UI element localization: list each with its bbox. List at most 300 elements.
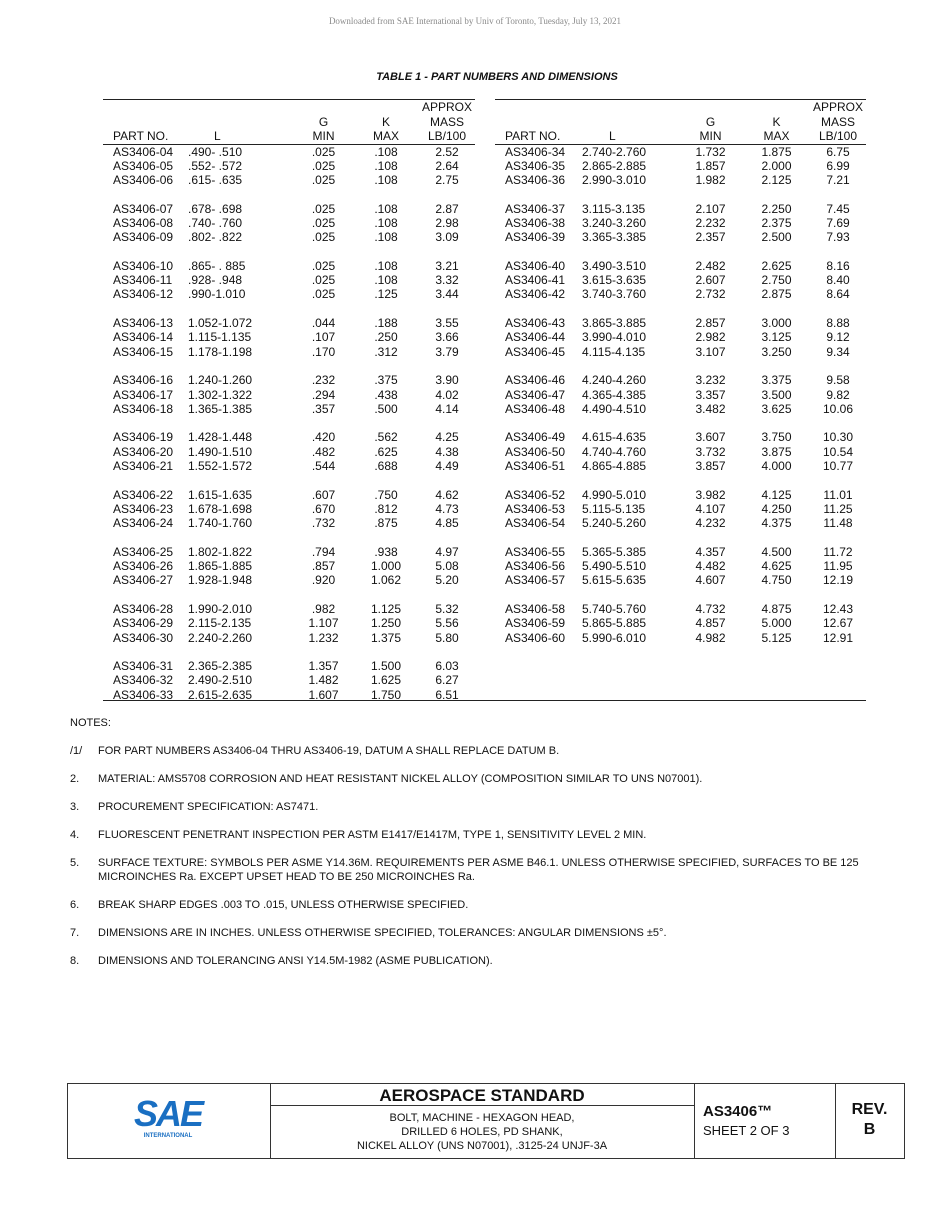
k-max-cell: 1.500	[370, 659, 402, 674]
table-row	[103, 516, 475, 530]
mass-cell: 8.88	[826, 316, 850, 331]
k-max-cell: .250	[374, 330, 398, 345]
k-max-cell: 1.875	[761, 144, 792, 159]
note-text: DIMENSIONS AND TOLERANCING ANSI Y14.5M-1982 (ASME PUBLICATION).	[98, 955, 493, 967]
revision-label: REV.	[851, 1101, 888, 1118]
part-number-cell: AS3406-07	[113, 201, 174, 216]
length-cell: 2.615-2.635	[188, 687, 253, 702]
g-min-cell: 3.607	[695, 430, 726, 445]
k-max-cell: .688	[374, 459, 398, 474]
k-max-cell: .562	[374, 430, 398, 445]
group-spacer	[495, 531, 866, 545]
table-row	[495, 502, 866, 516]
k-max-cell: 5.125	[761, 630, 792, 645]
length-cell: 1.552-1.572	[188, 459, 253, 474]
k-max-cell: 3.250	[761, 344, 792, 359]
length-cell: 2.990-3.010	[582, 173, 647, 188]
g-min-cell: 4.232	[695, 516, 726, 531]
part-number-cell: AS3406-35	[505, 158, 566, 173]
header-g: G	[318, 114, 329, 129]
group-spacer	[103, 416, 475, 430]
group-spacer	[495, 473, 866, 487]
length-cell: 4.240-4.260	[582, 373, 647, 388]
note-item	[70, 800, 870, 814]
length-cell: 4.365-4.385	[582, 387, 647, 402]
note-text: FOR PART NUMBERS AS3406-04 THRU AS3406-19, DATUM A SHALL REPLACE DATUM B.	[98, 745, 560, 757]
table-row	[495, 273, 866, 287]
length-cell: 1.865-1.885	[188, 559, 253, 574]
mass-cell: 3.66	[435, 330, 459, 345]
g-min-cell: .025	[311, 287, 336, 302]
k-max-cell: 3.750	[761, 430, 792, 445]
length-cell: 3.615-3.635	[582, 273, 647, 288]
g-min-cell: .025	[311, 273, 336, 288]
mass-cell: 9.58	[826, 373, 850, 388]
g-min-cell: .232	[311, 373, 336, 388]
g-min-cell: .025	[311, 173, 336, 188]
g-min-cell: 2.982	[695, 330, 726, 345]
part-number-cell: AS3406-29	[113, 616, 174, 631]
g-min-cell: 3.732	[695, 444, 726, 459]
mass-cell: 6.51	[435, 687, 459, 702]
k-max-cell: 4.000	[761, 459, 792, 474]
g-min-cell: 1.232	[308, 630, 339, 645]
notes-heading: NOTES:	[70, 717, 111, 729]
table-row	[495, 559, 866, 573]
note-item	[70, 926, 870, 940]
length-cell: 4.615-4.635	[582, 430, 647, 445]
part-number-cell: AS3406-46	[505, 373, 566, 388]
note-number: 4.	[70, 829, 80, 841]
note-item	[70, 898, 870, 912]
mass-cell: 12.91	[822, 630, 854, 645]
mass-cell: 6.99	[826, 158, 850, 173]
mass-cell: 4.97	[435, 544, 459, 559]
k-max-cell: 1.000	[370, 559, 402, 574]
part-number-cell: AS3406-55	[505, 544, 566, 559]
g-min-cell: .025	[311, 144, 336, 159]
part-number-cell: AS3406-06	[113, 173, 174, 188]
header-l: L	[188, 129, 294, 144]
header-g: G	[705, 114, 716, 129]
length-cell: 3.990-4.010	[582, 330, 647, 345]
part-number-cell: AS3406-08	[113, 215, 174, 230]
k-max-cell: 1.250	[370, 616, 402, 631]
mass-cell: 4.38	[435, 444, 459, 459]
table-row	[495, 316, 866, 330]
part-number-cell: AS3406-14	[113, 330, 174, 345]
length-cell: 2.365-2.385	[188, 659, 253, 674]
notes-list	[70, 744, 870, 968]
part-number-cell: AS3406-34	[505, 144, 566, 159]
k-max-cell: 4.500	[761, 544, 792, 559]
header-k: K	[772, 114, 781, 129]
part-number-cell: AS3406-30	[113, 630, 174, 645]
parts-table-right-body	[495, 144, 866, 645]
length-cell: 3.865-3.885	[582, 316, 647, 331]
part-number-cell: AS3406-19	[113, 430, 174, 445]
length-cell: 4.865-4.885	[582, 459, 647, 474]
g-min-cell: 2.607	[695, 273, 726, 288]
g-min-cell: .607	[311, 487, 336, 502]
table-row	[495, 144, 866, 159]
g-min-cell: 4.482	[695, 559, 726, 574]
g-min-cell: 3.857	[695, 459, 726, 474]
header-approx: APPROX	[421, 100, 472, 114]
table-row	[495, 345, 866, 359]
table-bottom-rule	[103, 700, 866, 701]
mass-cell: 7.45	[826, 201, 850, 216]
header-lb100: LB/100	[419, 129, 475, 144]
table-row	[103, 488, 475, 502]
length-cell: 5.115-5.135	[582, 501, 646, 516]
k-max-cell: 2.500	[761, 230, 792, 245]
g-min-cell: .857	[311, 559, 336, 574]
group-spacer	[495, 302, 866, 316]
part-number-cell: AS3406-23	[113, 501, 174, 516]
header-approx: APPROX	[812, 100, 863, 114]
mass-cell: 11.25	[823, 501, 853, 516]
k-max-cell: 2.625	[761, 258, 792, 273]
k-max-cell: 3.000	[761, 316, 792, 331]
table-row	[103, 273, 475, 287]
table-row	[103, 216, 475, 230]
part-number-cell: AS3406-57	[505, 573, 566, 588]
document-number: AS3406™	[703, 1103, 773, 1120]
k-max-cell: 2.250	[761, 201, 792, 216]
note-text: PROCUREMENT SPECIFICATION: AS7471.	[98, 801, 319, 813]
table-row	[495, 573, 866, 587]
table-row	[103, 287, 475, 301]
note-item	[70, 744, 870, 758]
g-min-cell: .294	[311, 387, 336, 402]
part-number-cell: AS3406-05	[113, 158, 174, 173]
length-cell: .928- .948	[188, 273, 243, 288]
k-max-cell: .108	[374, 258, 398, 273]
table-row	[495, 545, 866, 559]
g-min-cell: 2.857	[695, 316, 726, 331]
description-line: BOLT, MACHINE - HEXAGON HEAD,	[389, 1112, 575, 1124]
mass-cell: 9.12	[826, 330, 850, 345]
note-item	[70, 772, 870, 786]
part-number-cell: AS3406-45	[505, 344, 566, 359]
table-row	[495, 616, 866, 630]
mass-cell: 5.32	[435, 602, 459, 616]
k-max-cell: 1.062	[370, 573, 402, 588]
mass-cell: 11.95	[823, 559, 853, 574]
length-cell: 2.490-2.510	[188, 673, 253, 688]
table-row	[103, 602, 475, 616]
k-max-cell: .108	[374, 158, 398, 173]
part-number-cell: AS3406-47	[505, 387, 566, 402]
length-cell: 1.302-1.322	[188, 387, 253, 402]
header-mass: MASS	[820, 114, 855, 129]
part-number-cell: AS3406-15	[113, 344, 174, 359]
table-row	[495, 388, 866, 402]
k-max-cell: .312	[374, 344, 398, 359]
table-row	[495, 631, 866, 645]
table-row	[103, 230, 475, 244]
note-number: 6.	[70, 899, 80, 911]
part-number-cell: AS3406-50	[505, 444, 566, 459]
length-cell: 2.740-2.760	[582, 144, 647, 159]
mass-cell: 4.49	[435, 459, 459, 474]
table-row	[103, 373, 475, 387]
table-title: TABLE 1 - PART NUMBERS AND DIMENSIONS	[376, 71, 618, 83]
length-cell: .740- .760	[188, 215, 243, 230]
k-max-cell: .108	[374, 273, 398, 288]
k-max-cell: .108	[374, 201, 398, 216]
g-min-cell: .357	[311, 401, 336, 416]
part-number-cell: AS3406-39	[505, 230, 566, 245]
mass-cell: 11.01	[823, 487, 853, 502]
mass-cell: 4.14	[435, 401, 459, 416]
table-row	[103, 573, 475, 587]
note-text: FLUORESCENT PENETRANT INSPECTION PER ASTM E1417/E1417M, TYPE 1, SENSITIVITY LEVEL 2 MIN.	[98, 829, 647, 841]
table-row	[495, 430, 866, 444]
k-max-cell: .625	[374, 444, 398, 459]
g-min-cell: 2.732	[695, 287, 726, 302]
part-number-cell: AS3406-41	[505, 273, 566, 288]
group-spacer	[495, 588, 866, 602]
mass-cell: 2.64	[435, 158, 459, 173]
k-max-cell: 2.375	[761, 215, 792, 230]
table-row	[103, 345, 475, 359]
part-number-cell: AS3406-20	[113, 444, 174, 459]
parts-table-right	[495, 100, 866, 645]
note-item	[70, 856, 870, 884]
length-cell: 4.740-4.760	[582, 444, 647, 459]
table-row	[103, 545, 475, 559]
mass-cell: 8.16	[826, 258, 850, 273]
note-item	[70, 954, 870, 968]
sae-logo-cell	[68, 1084, 271, 1158]
length-cell: 1.115-1.135	[188, 330, 252, 345]
table-row	[103, 430, 475, 444]
mass-cell: 9.34	[826, 344, 850, 359]
length-cell: 5.615-5.635	[582, 573, 647, 588]
g-min-cell: 2.357	[695, 230, 726, 245]
mass-cell: 6.03	[435, 659, 459, 674]
length-cell: 1.990-2.010	[188, 602, 253, 616]
mass-cell: 7.69	[826, 215, 850, 230]
g-min-cell: .025	[311, 201, 336, 216]
g-min-cell: 1.482	[308, 673, 339, 688]
k-max-cell: .125	[374, 287, 398, 302]
k-max-cell: 2.875	[761, 287, 792, 302]
mass-cell: 6.75	[826, 144, 850, 159]
g-min-cell: .025	[311, 258, 336, 273]
k-max-cell: .108	[374, 144, 398, 159]
k-max-cell: 3.625	[761, 401, 792, 416]
k-max-cell: 1.375	[370, 630, 402, 645]
table-row	[103, 459, 475, 473]
table-row	[103, 388, 475, 402]
table-row	[495, 459, 866, 473]
table-row	[103, 173, 475, 187]
g-min-cell: 3.482	[695, 401, 726, 416]
part-number-cell: AS3406-09	[113, 230, 174, 245]
mass-cell: 5.08	[435, 559, 459, 574]
table-row	[495, 159, 866, 173]
mass-cell: 3.09	[435, 230, 459, 245]
header-min: MIN	[678, 129, 743, 144]
mass-cell: 12.67	[822, 616, 854, 631]
table-row	[103, 673, 475, 687]
part-number-cell: AS3406-27	[113, 573, 174, 588]
g-min-cell: .732	[311, 516, 336, 531]
g-min-cell: 3.982	[695, 487, 726, 502]
length-cell: 1.365-1.385	[188, 401, 253, 416]
g-min-cell: 3.107	[695, 344, 726, 359]
length-cell: 4.490-4.510	[582, 401, 647, 416]
table-row	[103, 159, 475, 173]
k-max-cell: 4.375	[761, 516, 792, 531]
mass-cell: 9.82	[826, 387, 850, 402]
mass-cell: 4.62	[435, 487, 459, 502]
length-cell: 1.240-1.260	[188, 373, 253, 388]
part-number-cell: AS3406-21	[113, 459, 174, 474]
table-row	[103, 402, 475, 416]
part-number-cell: AS3406-36	[505, 173, 566, 188]
k-max-cell: 1.625	[370, 673, 402, 688]
part-number-cell: AS3406-49	[505, 430, 566, 445]
mass-cell: 4.73	[435, 501, 459, 516]
length-cell: 1.615-1.635	[188, 487, 253, 502]
group-spacer	[103, 473, 475, 487]
part-number-cell: AS3406-16	[113, 373, 174, 388]
mass-cell: 7.93	[826, 230, 850, 245]
part-description	[270, 1106, 694, 1153]
logo-subtext: INTERNATIONAL	[143, 1133, 193, 1139]
table-row	[103, 631, 475, 645]
length-cell: .865- . 885	[188, 258, 246, 273]
mass-cell: 4.85	[435, 516, 459, 531]
group-spacer	[495, 187, 866, 201]
table-row	[495, 202, 866, 216]
g-min-cell: 4.607	[695, 573, 726, 588]
mass-cell: 3.21	[435, 258, 459, 273]
part-number-cell: AS3406-44	[505, 330, 566, 345]
part-number-cell: AS3406-59	[505, 616, 566, 631]
length-cell: 3.740-3.760	[582, 287, 647, 302]
part-number-cell: AS3406-52	[505, 487, 566, 502]
mass-cell: 10.30	[822, 430, 854, 445]
k-max-cell: 2.000	[761, 158, 792, 173]
logo-wordmark: SAE	[133, 1093, 203, 1134]
table-row	[495, 230, 866, 244]
header-max: MAX	[353, 129, 419, 144]
g-min-cell: .025	[311, 215, 336, 230]
g-min-cell: 3.232	[695, 373, 726, 388]
part-number-cell: AS3406-38	[505, 215, 566, 230]
mass-cell: 11.72	[823, 544, 853, 559]
k-max-cell: .750	[374, 487, 398, 502]
part-number-cell: AS3406-28	[113, 602, 174, 616]
table-row	[103, 502, 475, 516]
group-spacer	[103, 645, 475, 659]
header-part-no: PART NO.	[103, 129, 188, 144]
g-min-cell: .544	[311, 459, 336, 474]
length-cell: 1.802-1.822	[188, 544, 253, 559]
k-max-cell: 4.750	[761, 573, 792, 588]
g-min-cell: 4.357	[695, 544, 726, 559]
part-number-cell: AS3406-51	[505, 459, 566, 474]
g-min-cell: 1.732	[695, 144, 726, 159]
header-max: MAX	[743, 129, 810, 144]
length-cell: 2.240-2.260	[188, 630, 253, 645]
parts-table-left-body	[103, 144, 475, 702]
k-max-cell: .812	[374, 501, 398, 516]
note-number: /1/	[70, 745, 83, 757]
mass-cell: 3.32	[435, 273, 459, 288]
length-cell: 1.740-1.760	[188, 516, 253, 531]
part-number-cell: AS3406-18	[113, 401, 174, 416]
note-number: 5.	[70, 857, 80, 869]
part-number-cell: AS3406-48	[505, 401, 566, 416]
table-row	[495, 602, 866, 616]
length-cell: 1.052-1.072	[188, 316, 253, 331]
g-min-cell: 2.107	[695, 201, 726, 216]
table-row	[103, 259, 475, 273]
part-number-cell: AS3406-43	[505, 316, 566, 331]
table-row	[103, 330, 475, 344]
description-line: NICKEL ALLOY (UNS N07001), .3125-24 UNJF-3A	[356, 1140, 608, 1152]
part-number-cell: AS3406-24	[113, 516, 174, 531]
length-cell: .552- .572	[188, 158, 243, 173]
k-max-cell: .108	[374, 215, 398, 230]
mass-cell: 8.64	[826, 287, 850, 302]
length-cell: 5.990-6.010	[582, 630, 647, 645]
length-cell: 4.115-4.135	[582, 344, 646, 359]
mass-cell: 10.54	[822, 444, 854, 459]
g-min-cell: 4.732	[695, 602, 726, 616]
table-row	[495, 173, 866, 187]
part-number-cell: AS3406-42	[505, 287, 566, 302]
length-cell: 2.865-2.885	[582, 158, 647, 173]
g-min-cell: .420	[311, 430, 336, 445]
download-watermark: Downloaded from SAE International by Univ of Toronto, Tuesday, July 13, 2021	[328, 16, 622, 26]
title-block	[67, 1083, 905, 1159]
table-row	[103, 202, 475, 216]
g-min-cell: 4.982	[695, 630, 726, 645]
note-number: 3.	[70, 801, 80, 813]
table-row	[103, 616, 475, 630]
length-cell: 1.928-1.948	[188, 573, 253, 588]
length-cell: 5.490-5.510	[582, 559, 647, 574]
part-number-cell: AS3406-26	[113, 559, 174, 574]
part-number-cell: AS3406-60	[505, 630, 566, 645]
g-min-cell: 4.857	[695, 616, 726, 631]
header-lb100: LB/100	[810, 129, 866, 144]
note-number: 2.	[70, 773, 80, 785]
table-row	[495, 445, 866, 459]
description-line: DRILLED 6 HOLES, PD SHANK,	[401, 1126, 563, 1138]
g-min-cell: .982	[311, 602, 336, 616]
length-cell: .615- .635	[188, 173, 243, 188]
k-max-cell: .500	[374, 401, 398, 416]
note-number: 7.	[70, 927, 80, 939]
mass-cell: 4.25	[435, 430, 459, 445]
length-cell: 3.365-3.385	[582, 230, 647, 245]
mass-cell: 10.06	[822, 401, 854, 416]
table-row	[495, 373, 866, 387]
k-max-cell: 2.125	[761, 173, 792, 188]
g-min-cell: 2.482	[695, 258, 726, 273]
table-row	[495, 216, 866, 230]
g-min-cell: .107	[311, 330, 336, 345]
k-max-cell: 3.500	[761, 387, 792, 402]
